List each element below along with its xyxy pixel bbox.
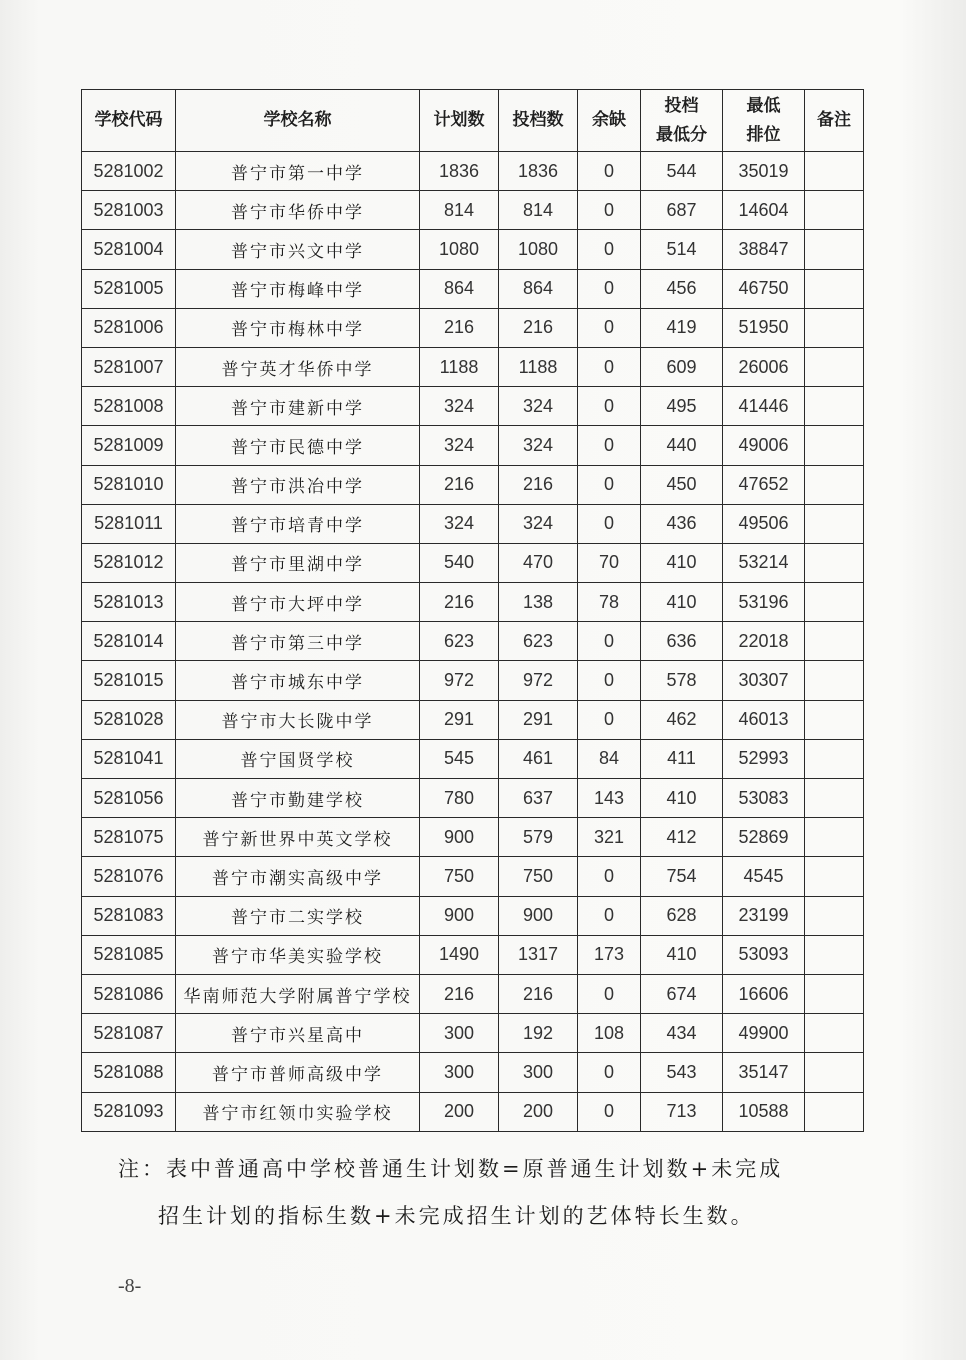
cell-remark — [805, 739, 864, 778]
header-vacancy: 余缺 — [578, 90, 641, 152]
cell-min-score: 450 — [641, 465, 723, 504]
footnote — [118, 1146, 878, 1240]
cell-remark — [805, 896, 864, 935]
cell-remark — [805, 583, 864, 622]
cell-admitted-count: 1188 — [499, 347, 578, 386]
cell-school-code: 5281041 — [82, 739, 176, 778]
cell-min-rank: 53083 — [723, 779, 805, 818]
cell-school-code: 5281093 — [82, 1092, 176, 1131]
cell-school-name: 普宁市大坪中学 — [176, 583, 420, 622]
cell-school-name: 普宁市兴文中学 — [176, 230, 420, 269]
cell-min-score: 410 — [641, 935, 723, 974]
cell-min-score: 440 — [641, 426, 723, 465]
header-min-rank — [723, 90, 805, 152]
cell-school-name: 普宁市洪冶中学 — [176, 465, 420, 504]
table-row — [82, 661, 864, 700]
cell-school-code: 5281012 — [82, 543, 176, 582]
cell-admitted-count: 192 — [499, 1014, 578, 1053]
cell-school-name: 普宁市勤建学校 — [176, 779, 420, 818]
table-row — [82, 739, 864, 778]
cell-remark — [805, 347, 864, 386]
cell-school-name: 普宁市梅林中学 — [176, 308, 420, 347]
cell-admitted-count: 864 — [499, 269, 578, 308]
cell-school-name: 普宁市建新中学 — [176, 387, 420, 426]
table-row — [82, 1092, 864, 1131]
table-row — [82, 426, 864, 465]
table-row — [82, 308, 864, 347]
cell-min-score: 578 — [641, 661, 723, 700]
cell-vacancy: 0 — [578, 465, 641, 504]
cell-min-rank: 35147 — [723, 1053, 805, 1092]
cell-school-name: 普宁市第一中学 — [176, 152, 420, 191]
table-header-row — [82, 90, 864, 152]
cell-min-score: 410 — [641, 583, 723, 622]
cell-plan-count: 1188 — [420, 347, 499, 386]
table-row — [82, 818, 864, 857]
cell-remark — [805, 779, 864, 818]
cell-admitted-count: 623 — [499, 622, 578, 661]
cell-min-score: 543 — [641, 1053, 723, 1092]
cell-admitted-count: 216 — [499, 974, 578, 1013]
cell-min-score: 434 — [641, 1014, 723, 1053]
cell-admitted-count: 216 — [499, 308, 578, 347]
header-min-score-line2: 最低分 — [656, 124, 707, 145]
cell-school-name: 普宁市培青中学 — [176, 504, 420, 543]
cell-admitted-count: 324 — [499, 426, 578, 465]
cell-plan-count: 1490 — [420, 935, 499, 974]
cell-vacancy: 173 — [578, 935, 641, 974]
cell-school-name: 普宁市华美实验学校 — [176, 935, 420, 974]
cell-admitted-count: 579 — [499, 818, 578, 857]
cell-admitted-count: 900 — [499, 896, 578, 935]
table-row — [82, 504, 864, 543]
cell-vacancy: 0 — [578, 974, 641, 1013]
cell-school-code: 5281008 — [82, 387, 176, 426]
table-row — [82, 974, 864, 1013]
cell-school-name: 普宁市大长陇中学 — [176, 700, 420, 739]
cell-school-code: 5281088 — [82, 1053, 176, 1092]
header-remark: 备注 — [805, 90, 864, 152]
cell-vacancy: 0 — [578, 896, 641, 935]
cell-min-rank: 16606 — [723, 974, 805, 1013]
cell-admitted-count: 461 — [499, 739, 578, 778]
cell-min-score: 419 — [641, 308, 723, 347]
cell-min-score: 436 — [641, 504, 723, 543]
cell-vacancy: 0 — [578, 1053, 641, 1092]
cell-plan-count: 324 — [420, 387, 499, 426]
cell-school-name: 华南师范大学附属普宁学校 — [176, 974, 420, 1013]
table-row — [82, 622, 864, 661]
cell-min-score: 456 — [641, 269, 723, 308]
cell-min-rank: 22018 — [723, 622, 805, 661]
cell-min-rank: 49900 — [723, 1014, 805, 1053]
cell-min-score: 495 — [641, 387, 723, 426]
cell-plan-count: 324 — [420, 426, 499, 465]
table-row — [82, 700, 864, 739]
header-plan-count: 计划数 — [420, 90, 499, 152]
cell-min-rank: 30307 — [723, 661, 805, 700]
header-school-name: 学校名称 — [176, 90, 420, 152]
cell-remark — [805, 387, 864, 426]
cell-remark — [805, 1014, 864, 1053]
cell-vacancy: 0 — [578, 308, 641, 347]
cell-min-score: 462 — [641, 700, 723, 739]
cell-plan-count: 750 — [420, 857, 499, 896]
table-row — [82, 935, 864, 974]
cell-school-code: 5281013 — [82, 583, 176, 622]
table-row — [82, 779, 864, 818]
cell-school-code: 5281076 — [82, 857, 176, 896]
cell-school-code: 5281003 — [82, 191, 176, 230]
cell-school-code: 5281010 — [82, 465, 176, 504]
cell-min-rank: 4545 — [723, 857, 805, 896]
cell-remark — [805, 700, 864, 739]
cell-min-score: 713 — [641, 1092, 723, 1131]
table-row — [82, 191, 864, 230]
cell-min-score: 636 — [641, 622, 723, 661]
cell-school-code: 5281083 — [82, 896, 176, 935]
cell-vacancy: 0 — [578, 269, 641, 308]
cell-min-score: 754 — [641, 857, 723, 896]
cell-school-code: 5281086 — [82, 974, 176, 1013]
cell-min-rank: 35019 — [723, 152, 805, 191]
cell-remark — [805, 152, 864, 191]
cell-min-score: 674 — [641, 974, 723, 1013]
cell-plan-count: 216 — [420, 974, 499, 1013]
cell-remark — [805, 426, 864, 465]
cell-min-score: 410 — [641, 779, 723, 818]
cell-school-name: 普宁新世界中英文学校 — [176, 818, 420, 857]
cell-school-code: 5281087 — [82, 1014, 176, 1053]
cell-vacancy: 0 — [578, 700, 641, 739]
cell-min-rank: 49506 — [723, 504, 805, 543]
cell-school-name: 普宁市梅峰中学 — [176, 269, 420, 308]
cell-school-name: 普宁市潮实高级中学 — [176, 857, 420, 896]
cell-vacancy: 0 — [578, 230, 641, 269]
cell-admitted-count: 1836 — [499, 152, 578, 191]
cell-school-code: 5281011 — [82, 504, 176, 543]
cell-plan-count: 200 — [420, 1092, 499, 1131]
cell-plan-count: 545 — [420, 739, 499, 778]
cell-school-code: 5281002 — [82, 152, 176, 191]
cell-vacancy: 143 — [578, 779, 641, 818]
cell-admitted-count: 138 — [499, 583, 578, 622]
table-row — [82, 152, 864, 191]
cell-plan-count: 1836 — [420, 152, 499, 191]
cell-school-name: 普宁市第三中学 — [176, 622, 420, 661]
cell-min-rank: 23199 — [723, 896, 805, 935]
table-row — [82, 347, 864, 386]
cell-plan-count: 324 — [420, 504, 499, 543]
cell-school-code: 5281004 — [82, 230, 176, 269]
table-body — [82, 152, 864, 1132]
cell-school-name: 普宁市兴星高中 — [176, 1014, 420, 1053]
table-row — [82, 1053, 864, 1092]
cell-vacancy: 0 — [578, 152, 641, 191]
cell-school-name: 普宁国贤学校 — [176, 739, 420, 778]
cell-school-code: 5281014 — [82, 622, 176, 661]
cell-min-rank: 46750 — [723, 269, 805, 308]
cell-min-rank: 53196 — [723, 583, 805, 622]
cell-plan-count: 900 — [420, 818, 499, 857]
cell-admitted-count: 814 — [499, 191, 578, 230]
cell-admitted-count: 1317 — [499, 935, 578, 974]
footnote-line-2: 招生计划的指标生数+未完成招生计划的艺体特长生数。 — [158, 1204, 755, 1228]
table-row — [82, 269, 864, 308]
cell-remark — [805, 191, 864, 230]
cell-plan-count: 1080 — [420, 230, 499, 269]
cell-plan-count: 291 — [420, 700, 499, 739]
cell-school-code: 5281075 — [82, 818, 176, 857]
cell-remark — [805, 857, 864, 896]
cell-school-name: 普宁市红领巾实验学校 — [176, 1092, 420, 1131]
cell-school-code: 5281056 — [82, 779, 176, 818]
footnote-line-1: 注：表中普通高中学校普通生计划数=原普通生计划数+未完成 — [118, 1157, 784, 1181]
cell-plan-count: 900 — [420, 896, 499, 935]
cell-school-code: 5281006 — [82, 308, 176, 347]
admission-results-table — [81, 89, 864, 1132]
header-min-score — [641, 90, 723, 152]
cell-remark — [805, 935, 864, 974]
cell-remark — [805, 269, 864, 308]
cell-min-rank: 52869 — [723, 818, 805, 857]
cell-school-code: 5281007 — [82, 347, 176, 386]
cell-school-code: 5281009 — [82, 426, 176, 465]
cell-vacancy: 0 — [578, 426, 641, 465]
cell-min-score: 412 — [641, 818, 723, 857]
header-min-rank-line1: 最低 — [746, 95, 781, 116]
cell-remark — [805, 1092, 864, 1131]
cell-remark — [805, 230, 864, 269]
cell-school-name: 普宁市民德中学 — [176, 426, 420, 465]
cell-remark — [805, 504, 864, 543]
table-row — [82, 896, 864, 935]
cell-admitted-count: 291 — [499, 700, 578, 739]
cell-admitted-count: 324 — [499, 504, 578, 543]
cell-min-score: 410 — [641, 543, 723, 582]
cell-vacancy: 321 — [578, 818, 641, 857]
cell-min-rank: 52993 — [723, 739, 805, 778]
table-row — [82, 1014, 864, 1053]
cell-min-score: 514 — [641, 230, 723, 269]
cell-plan-count: 780 — [420, 779, 499, 818]
cell-admitted-count: 324 — [499, 387, 578, 426]
cell-vacancy: 0 — [578, 387, 641, 426]
table-row — [82, 387, 864, 426]
cell-min-score: 544 — [641, 152, 723, 191]
cell-plan-count: 216 — [420, 583, 499, 622]
cell-plan-count: 540 — [420, 543, 499, 582]
cell-admitted-count: 1080 — [499, 230, 578, 269]
cell-min-rank: 46013 — [723, 700, 805, 739]
cell-school-name: 普宁英才华侨中学 — [176, 347, 420, 386]
header-min-rank-line2: 排位 — [746, 124, 781, 145]
table-row — [82, 857, 864, 896]
cell-remark — [805, 661, 864, 700]
cell-plan-count: 216 — [420, 308, 499, 347]
cell-vacancy: 78 — [578, 583, 641, 622]
cell-school-name: 普宁市城东中学 — [176, 661, 420, 700]
cell-school-code: 5281015 — [82, 661, 176, 700]
cell-min-rank: 26006 — [723, 347, 805, 386]
cell-min-rank: 38847 — [723, 230, 805, 269]
table-row — [82, 583, 864, 622]
cell-vacancy: 0 — [578, 661, 641, 700]
cell-min-rank: 41446 — [723, 387, 805, 426]
cell-remark — [805, 543, 864, 582]
cell-min-score: 411 — [641, 739, 723, 778]
cell-admitted-count: 470 — [499, 543, 578, 582]
cell-remark — [805, 974, 864, 1013]
cell-admitted-count: 216 — [499, 465, 578, 504]
header-school-code: 学校代码 — [82, 90, 176, 152]
cell-school-code: 5281085 — [82, 935, 176, 974]
cell-remark — [805, 308, 864, 347]
header-min-score-line1: 投档 — [664, 95, 699, 116]
cell-vacancy: 0 — [578, 857, 641, 896]
cell-school-name: 普宁市普师高级中学 — [176, 1053, 420, 1092]
cell-plan-count: 972 — [420, 661, 499, 700]
table-row — [82, 230, 864, 269]
cell-plan-count: 300 — [420, 1053, 499, 1092]
table-row — [82, 543, 864, 582]
cell-vacancy: 0 — [578, 504, 641, 543]
cell-admitted-count: 300 — [499, 1053, 578, 1092]
cell-vacancy: 108 — [578, 1014, 641, 1053]
cell-admitted-count: 200 — [499, 1092, 578, 1131]
cell-plan-count: 623 — [420, 622, 499, 661]
cell-school-name: 普宁市华侨中学 — [176, 191, 420, 230]
cell-admitted-count: 972 — [499, 661, 578, 700]
cell-min-rank: 47652 — [723, 465, 805, 504]
cell-min-rank: 51950 — [723, 308, 805, 347]
cell-vacancy: 0 — [578, 622, 641, 661]
table-row — [82, 465, 864, 504]
cell-min-rank: 49006 — [723, 426, 805, 465]
cell-vacancy: 0 — [578, 347, 641, 386]
cell-min-score: 628 — [641, 896, 723, 935]
cell-min-rank: 53093 — [723, 935, 805, 974]
header-admitted-count: 投档数 — [499, 90, 578, 152]
cell-vacancy: 70 — [578, 543, 641, 582]
cell-admitted-count: 637 — [499, 779, 578, 818]
cell-admitted-count: 750 — [499, 857, 578, 896]
cell-vacancy: 0 — [578, 191, 641, 230]
cell-min-rank: 53214 — [723, 543, 805, 582]
cell-plan-count: 300 — [420, 1014, 499, 1053]
cell-plan-count: 216 — [420, 465, 499, 504]
cell-vacancy: 84 — [578, 739, 641, 778]
cell-school-code: 5281028 — [82, 700, 176, 739]
cell-remark — [805, 818, 864, 857]
cell-min-score: 687 — [641, 191, 723, 230]
cell-remark — [805, 1053, 864, 1092]
cell-remark — [805, 465, 864, 504]
cell-min-rank: 10588 — [723, 1092, 805, 1131]
cell-plan-count: 864 — [420, 269, 499, 308]
cell-plan-count: 814 — [420, 191, 499, 230]
cell-remark — [805, 622, 864, 661]
cell-school-code: 5281005 — [82, 269, 176, 308]
page-number: -8- — [118, 1275, 142, 1297]
cell-vacancy: 0 — [578, 1092, 641, 1131]
cell-school-name: 普宁市里湖中学 — [176, 543, 420, 582]
cell-min-rank: 14604 — [723, 191, 805, 230]
cell-school-name: 普宁市二实学校 — [176, 896, 420, 935]
cell-min-score: 609 — [641, 347, 723, 386]
